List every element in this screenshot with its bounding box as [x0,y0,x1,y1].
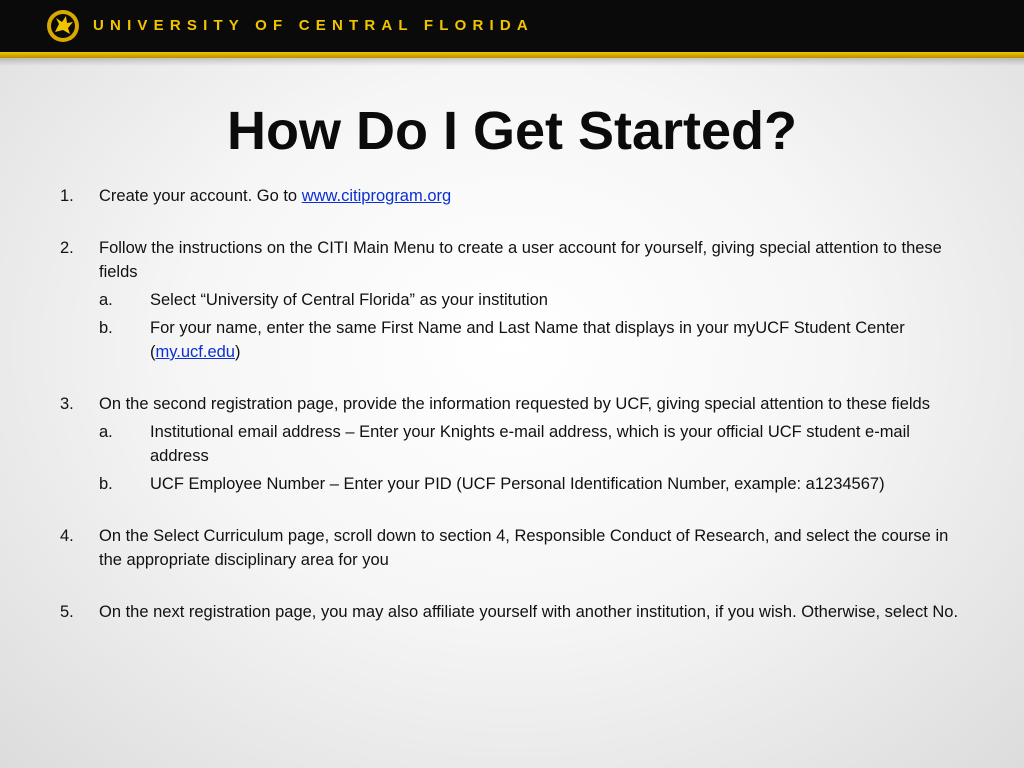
sub-item-text: For your name, enter the same First Name and Last Name that displays in your myUCF Student Center ( [150,319,905,361]
list-item [60,184,965,208]
pegasus-icon [46,9,80,43]
sub-item-letter: a. [99,291,113,309]
sub-item-text-end: ) [234,343,241,361]
myucf-link[interactable]: my.ucf.edu [155,343,235,361]
sub-item [99,472,965,496]
sub-item-text: Institutional email address – Enter your Knights e-mail address, which is your official UCF student e-mail address [150,423,910,465]
sub-item [99,288,965,312]
slide-title: How Do I Get Started? [226,101,798,161]
sub-item-letter: b. [99,475,113,493]
item-number: 1. [60,187,74,205]
item-text: Create your account. Go to [99,187,302,205]
sublist [99,288,965,364]
list-item [60,392,965,496]
sub-item [99,420,965,468]
item-number: 3. [60,395,74,413]
list-item [60,600,965,624]
item-number: 5. [60,603,74,621]
university-name: UNIVERSITY OF CENTRAL FLORIDA [93,17,534,34]
item-number: 2. [60,239,74,257]
list-item [60,236,965,364]
sub-item-letter: a. [99,423,113,441]
sublist [99,420,965,496]
list-item [60,524,965,572]
instructions-list [60,184,965,652]
sub-item-text: UCF Employee Number – Enter your PID (UCF Personal Identification Number, example: a1234567) [150,475,885,493]
sub-item-text: Select “University of Central Florida” as your institution [150,291,548,309]
citiprogram-link[interactable]: www.citiprogram.org [301,187,452,205]
banner-shadow [0,58,1024,66]
sub-item [99,316,965,364]
item-text: On the second registration page, provide the information requested by UCF, giving special attention to these fields [99,395,930,413]
item-number: 4. [60,527,74,545]
item-text: On the Select Curriculum page, scroll down to section 4, Responsible Conduct of Research, and select the course in the appropriate disciplinary area for you [99,527,949,569]
sub-item-letter: b. [99,319,113,337]
item-text: Follow the instructions on the CITI Main Menu to create a user account for yourself, giving special attention to these fields [99,239,942,281]
header-banner [0,0,1024,52]
item-text: On the next registration page, you may also affiliate yourself with another institution, if you wish. Otherwise, select No. [99,603,959,621]
